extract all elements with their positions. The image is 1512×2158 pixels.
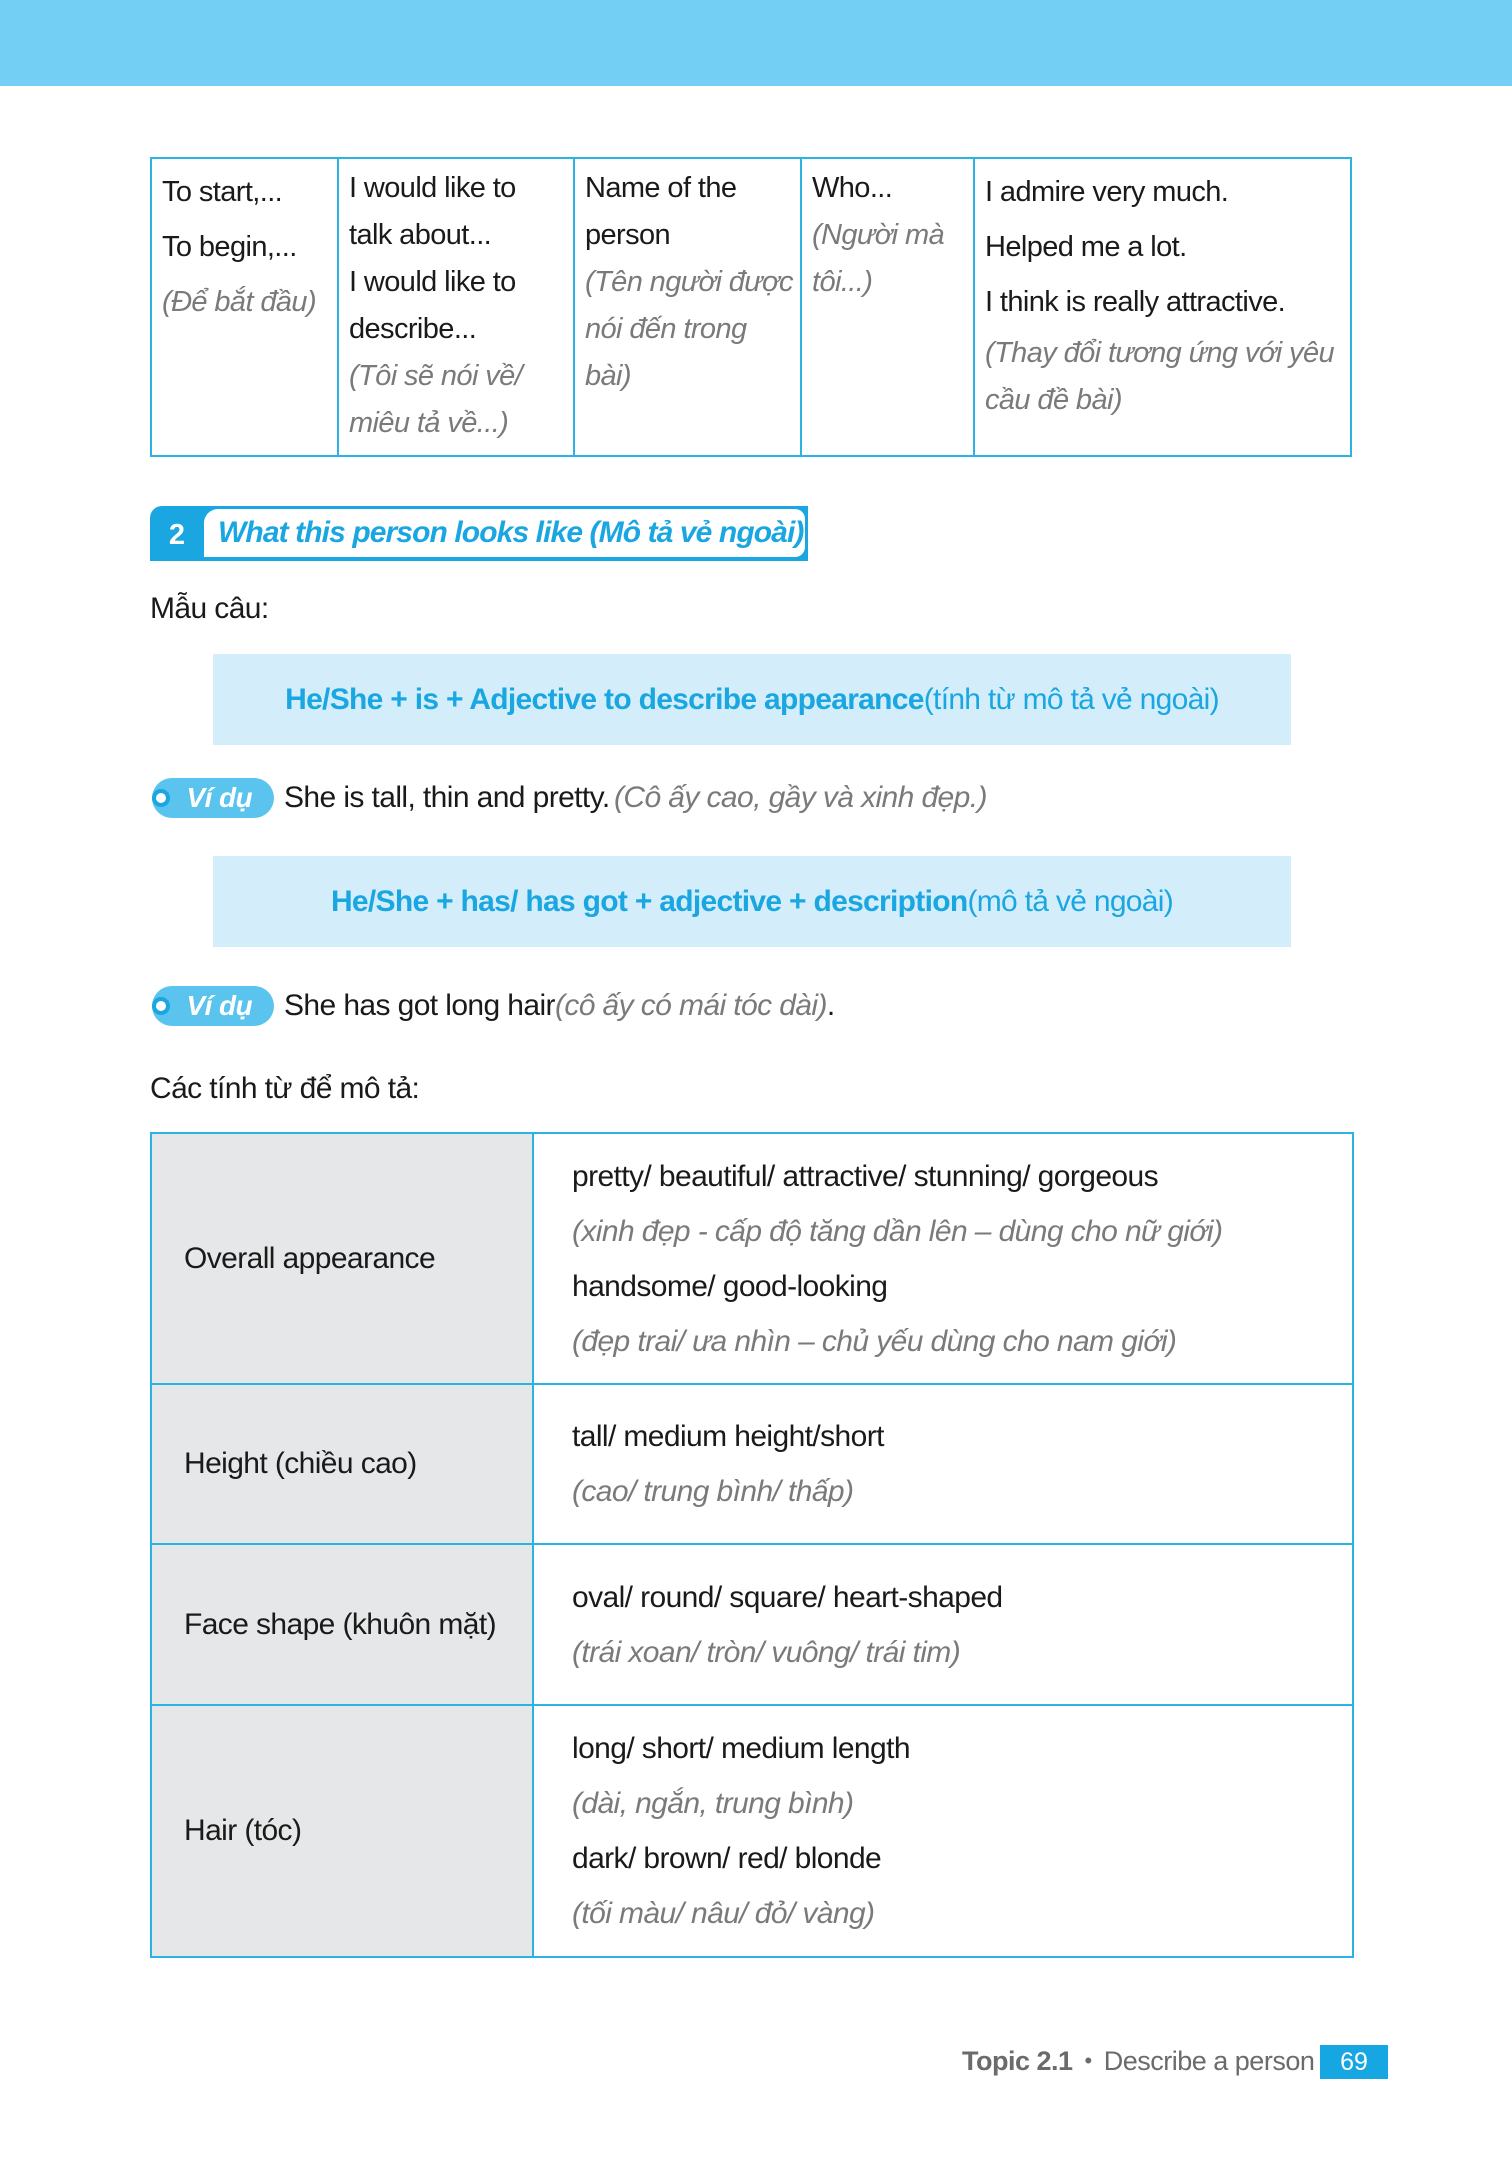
example-suffix: . (826, 989, 835, 1022)
example-translation: (cô ấy có mái tóc dài) (554, 989, 827, 1022)
category-cell: Height (chiều cao) (152, 1385, 534, 1543)
example-badge-label: Ví dụ (186, 990, 252, 1021)
pattern-note: (mô tả vẻ ngoài) (967, 884, 1174, 918)
intro-column-who (802, 159, 975, 455)
adjective-table (150, 1132, 1354, 1958)
adjective-translation: (dài, ngắn, trung bình) (572, 1787, 854, 1820)
phrase: Who... (812, 172, 893, 204)
example-translation: (Cô ấy cao, gầy và xinh đẹp.) (614, 781, 987, 814)
phrase: talk about... (349, 219, 492, 251)
table-row (152, 1545, 1352, 1706)
phrase: describe... (349, 313, 477, 345)
phrase: I think is really attractive. (985, 286, 1286, 318)
example-row (152, 984, 835, 1028)
category-cell: Overall appearance (152, 1134, 534, 1383)
adjective-list: handsome/ good-looking (572, 1269, 888, 1303)
pattern-formula: He/She + is + Adjective to describe appearance (285, 682, 924, 716)
description-cell (534, 1134, 1352, 1383)
table-row (152, 1385, 1352, 1545)
table-row (152, 1134, 1352, 1385)
intro-column-topic (339, 159, 575, 455)
translation: (Thay đổi tương ứng với yêu (985, 337, 1335, 369)
adjective-list: oval/ round/ square/ heart-shaped (572, 1580, 1003, 1614)
translation: (Để bắt đầu) (162, 286, 316, 318)
intro-column-name (575, 159, 802, 455)
example-badge (152, 986, 274, 1026)
translation: tôi...) (812, 266, 873, 298)
footer-topic: Topic 2.1 (962, 2045, 1073, 2076)
phrase: I admire very much. (985, 176, 1229, 208)
example-row (152, 776, 987, 820)
adjective-translation: (đẹp trai/ ưa nhìn – chủ yếu dùng cho nam giới) (572, 1324, 1177, 1358)
section-title-box (204, 509, 805, 557)
category-cell: Face shape (khuôn mặt) (152, 1545, 534, 1704)
page-number: 69 (1320, 2045, 1388, 2079)
example-badge (152, 778, 274, 818)
translation: (Tôi sẽ nói về/ (349, 360, 523, 392)
description-cell (534, 1385, 1352, 1543)
adjective-list: pretty/ beautiful/ attractive/ stunning/ gorgeous (572, 1159, 1158, 1193)
adjective-translation: (trái xoan/ tròn/ vuông/ trái tim) (572, 1635, 961, 1669)
phrase: I would like to (349, 266, 516, 298)
pattern-box (213, 654, 1291, 745)
phrase: Name of the (585, 172, 737, 204)
phrase: To start,... (162, 176, 283, 208)
section-title: What this person looks like (Mô tả vẻ ngoài) (218, 516, 804, 549)
phrase: Helped me a lot. (985, 231, 1187, 263)
section-header (150, 506, 808, 561)
page-footer (962, 2043, 1314, 2079)
phrase: person (585, 219, 671, 251)
translation: cầu đề bài) (985, 384, 1122, 416)
pattern-formula: He/She + has/ has got + adjective + description (330, 884, 968, 918)
translation: (Tên người được (585, 266, 793, 298)
table-row (152, 1706, 1352, 1956)
phrase: To begin,... (162, 231, 297, 263)
example-text: She is tall, thin and pretty. (284, 781, 610, 814)
adjective-list: tall/ medium height/short (572, 1420, 884, 1453)
translation: bài) (585, 360, 631, 392)
intro-column-relation (975, 159, 1350, 455)
pattern-box (213, 856, 1291, 947)
bullet-circle-icon (152, 997, 170, 1015)
adjective-translation: (xinh đẹp - cấp độ tăng dần lên – dùng cho nữ giới) (572, 1214, 1223, 1248)
adjective-list: dark/ brown/ red/ blonde (572, 1842, 882, 1875)
translation: nói đến trong (585, 313, 747, 345)
header-band (0, 0, 1512, 86)
description-cell (534, 1706, 1352, 1956)
pattern-note: (tính từ mô tả vẻ ngoài) (923, 682, 1219, 716)
translation: (Người mà (812, 219, 945, 251)
footer-title: Describe a person (1103, 2045, 1315, 2076)
adjective-list: long/ short/ medium length (572, 1732, 910, 1765)
intro-phrases-table (150, 157, 1352, 457)
adjectives-label: Các tính từ để mô tả: (150, 1072, 420, 1105)
translation: miêu tả về...) (349, 407, 509, 439)
bullet-circle-icon (152, 789, 170, 807)
adjective-translation: (tối màu/ nâu/ đỏ/ vàng) (572, 1897, 875, 1930)
example-text: She has got long hair (284, 989, 555, 1022)
sample-label: Mẫu câu: (150, 592, 269, 625)
example-badge-label: Ví dụ (186, 782, 252, 813)
bullet-separator-icon: • (1084, 2048, 1092, 2073)
section-number: 2 (168, 519, 186, 551)
description-cell (534, 1545, 1352, 1704)
adjective-translation: (cao/ trung bình/ thấp) (572, 1475, 854, 1508)
category-cell: Hair (tóc) (152, 1706, 534, 1956)
intro-column-start (152, 159, 339, 455)
phrase: I would like to (349, 172, 516, 204)
